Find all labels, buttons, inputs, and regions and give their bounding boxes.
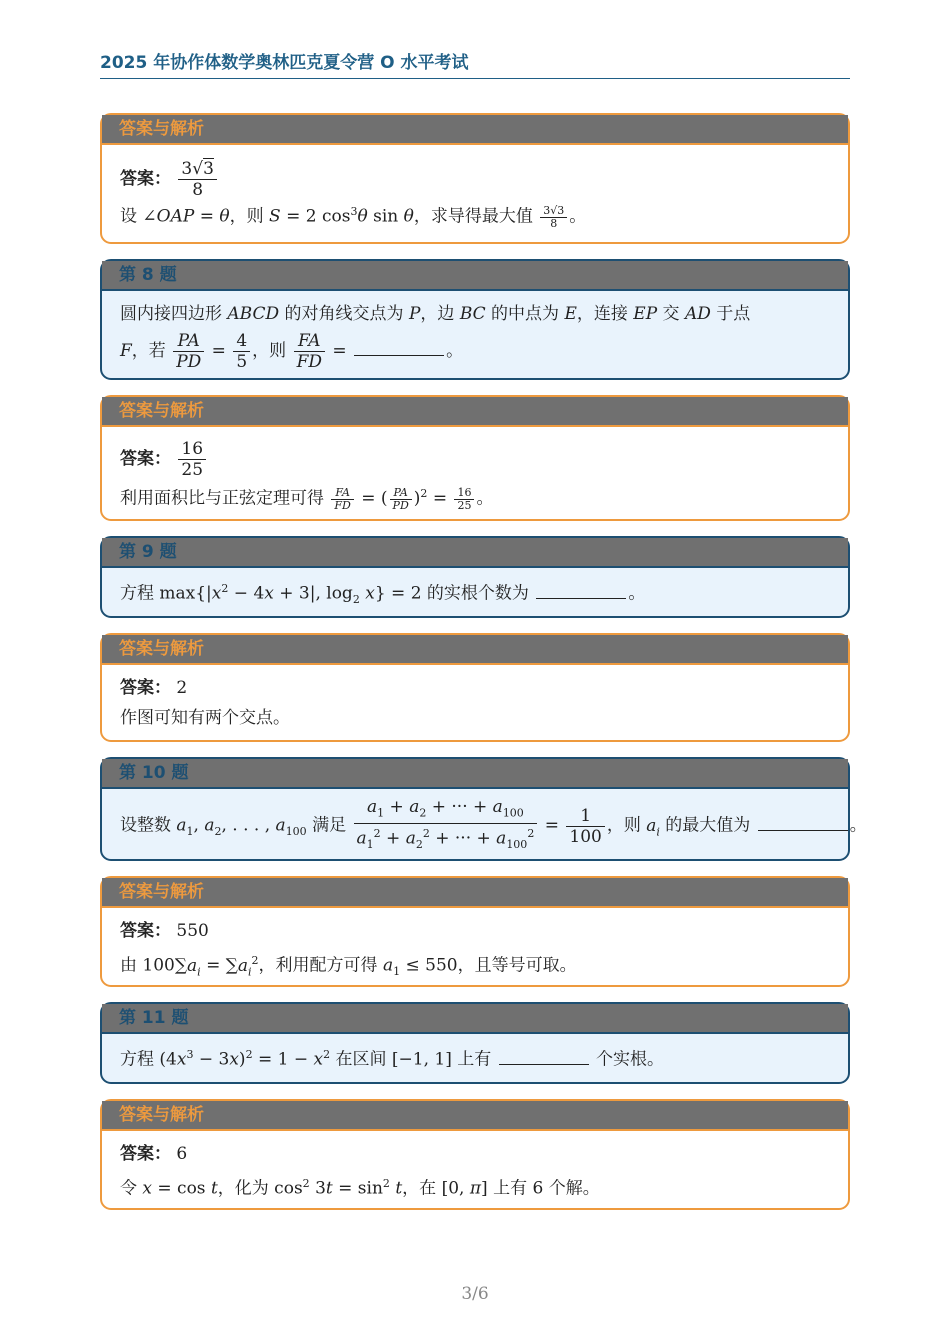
explanation-text: 设 ∠OAP = θ，则 S = 2 $\cos^3\theta$ sin θ，求导得最大值 $\frac{3√3}{8}$ 。 bbox=[120, 203, 587, 230]
answer-value: $\frac{16}{25}$ bbox=[178, 439, 206, 480]
question-body-8: 圆内接四边形 ABCD 的对角线交点为 P，边 BC 的中点为 E，连接 EP 交 AD 于点 F，若 $\frac{PA}{PD}$ = $\frac{4}{5}$ ，则 $\frac{FA}{FD}$ = 。 bbox=[120, 304, 751, 372]
explanation-text: 利用面积比与正弦定理可得 $\frac{FA}{FD}$ = ( $\frac{PA}{PD}$ )$^2$ = $\frac{16}{25}$ 。 bbox=[120, 485, 494, 512]
question-title: 第 9 题 bbox=[102, 538, 848, 568]
answer-box-10 bbox=[100, 876, 850, 987]
explanation-text: 作图可知有两个交点。 bbox=[120, 708, 290, 728]
page-title: 2025 年协作体数学奥林匹克夏令营 O 水平考试 bbox=[100, 53, 469, 73]
answer-body-10 bbox=[102, 908, 848, 987]
answer-prefix: 答案： bbox=[120, 1144, 171, 1164]
answer-blank bbox=[354, 339, 444, 356]
question-body-11: 方程 $(4x^3 - 3x)^2 = 1 - x^2$ 在区间 [−1, 1] 上有 个实根。 bbox=[120, 1048, 665, 1070]
page-number: 3/6 bbox=[461, 1284, 489, 1304]
answer-prefix: 答案： bbox=[120, 169, 171, 189]
answer-box-9 bbox=[100, 633, 850, 742]
answer-blank bbox=[536, 582, 626, 599]
answer-body-7 bbox=[102, 145, 848, 232]
page-header bbox=[100, 52, 850, 79]
question-title: 第 11 题 bbox=[102, 1004, 848, 1034]
answer-box-7 bbox=[100, 113, 850, 244]
answer-value: 6 bbox=[176, 1144, 188, 1164]
answer-blank bbox=[758, 814, 848, 831]
answer-value: 550 bbox=[176, 921, 209, 941]
answer-bar-title: 答案与解析 bbox=[102, 635, 848, 665]
explanation-text: 由 $100\sum a_i = \sum a_i^2$，利用配方可得 $a_1 \le 550$，且等号可取。 bbox=[120, 954, 577, 979]
explanation-text: 令 x = cos t，化为 $\cos^2 3t = \sin^2 t$，在 [0, π] 上有 6 个解。 bbox=[120, 1177, 600, 1199]
question-body-9: 方程 $\max\{|x^2 - 4x + 3|$, $\log_2 x\} = 2$ 的实根个数为 。 bbox=[120, 582, 646, 607]
answer-prefix: 答案： bbox=[120, 921, 171, 941]
answer-prefix: 答案： bbox=[120, 678, 171, 698]
answer-line bbox=[120, 155, 830, 203]
answer-bar-title: 答案与解析 bbox=[102, 878, 848, 908]
question-box-11 bbox=[100, 1002, 850, 1084]
question-box-10 bbox=[100, 757, 867, 861]
answer-bar-title: 答案与解析 bbox=[102, 397, 848, 427]
question-title: 第 8 题 bbox=[102, 261, 848, 291]
question-box-8 bbox=[100, 259, 850, 380]
answer-body-9 bbox=[102, 665, 848, 733]
answer-value: $\frac{3√3}{8}$ bbox=[178, 159, 216, 200]
question-body-10: 设整数 $a_1$, $a_2$, . . . , $a_{100}$ 满足 $\frac{a_1 + a_2 + \cdot\cdot\cdot + a_{100}}{a_1^2 + a_2^2 + \cdot\cdot\cdot + a_{100}^2}$ = $\frac{1}{100}$ ，则 $a_i$ 的最大值为 。 bbox=[102, 789, 848, 857]
question-title: 第 10 题 bbox=[102, 759, 848, 789]
answer-blank bbox=[499, 1048, 589, 1065]
question-box-9 bbox=[100, 536, 850, 618]
answer-bar-title: 答案与解析 bbox=[102, 1101, 848, 1131]
answer-bar-title: 答案与解析 bbox=[102, 115, 848, 145]
answer-value: 2 bbox=[176, 678, 188, 698]
answer-body-8 bbox=[102, 427, 848, 514]
answer-box-11 bbox=[100, 1099, 850, 1210]
answer-body-11 bbox=[102, 1131, 848, 1204]
answer-box-8 bbox=[100, 395, 850, 521]
answer-prefix: 答案： bbox=[120, 449, 171, 469]
